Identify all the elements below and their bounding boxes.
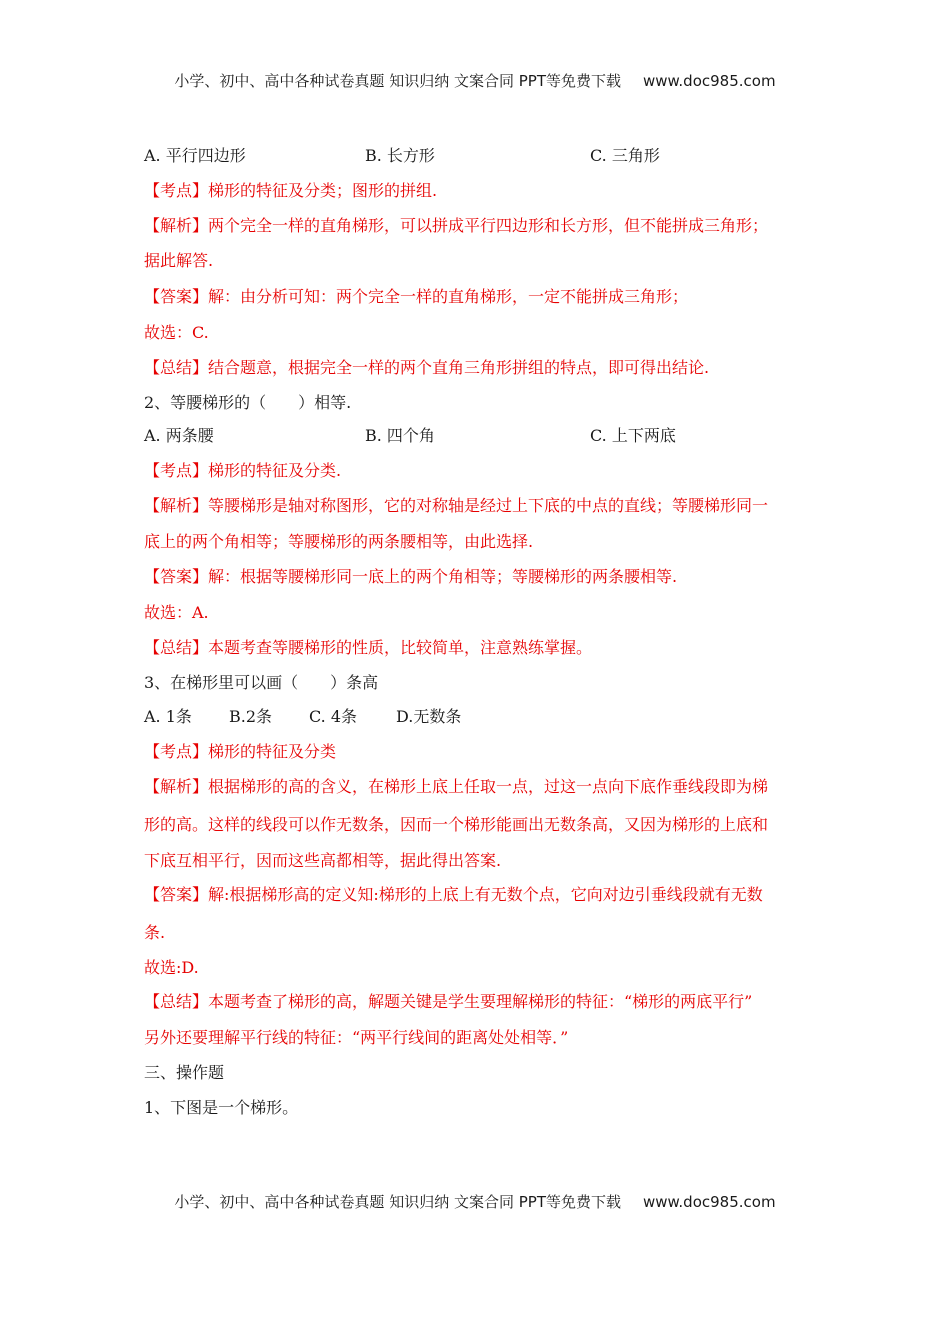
section3-q1: 1、下图是一个梯形。 xyxy=(144,1098,299,1117)
q1-summary: 【总结】结合题意，根据完全一样的两个直角三角形拼组的特点，即可得出结论. xyxy=(144,358,710,377)
q2-choice: 故选：A. xyxy=(144,603,209,622)
q1-option-b: B. 长方形 xyxy=(365,146,435,165)
q3-choice: 故选:D. xyxy=(144,958,199,977)
footer-text: 小学、初中、高中各种试卷真题 知识归纳 文案合同 PPT等免费下载 xyxy=(174,1193,621,1211)
q2-summary: 【总结】本题考查等腰梯形的性质，比较简单，注意熟练掌握。 xyxy=(144,638,593,657)
q3-jiexi-line1: 【解析】根据梯形的高的含义，在梯形上底上任取一点，过这一点向下底作垂线段即为梯 xyxy=(144,777,769,796)
q3-option-c: C. 4条 xyxy=(309,707,358,726)
page-header xyxy=(0,70,950,91)
q3-option-b: B.2条 xyxy=(229,707,273,726)
page-footer xyxy=(0,1191,950,1212)
q1-jiexi-line2: 据此解答. xyxy=(144,251,214,270)
q1-answer: 【答案】解：由分析可知：两个完全一样的直角梯形，一定不能拼成三角形； xyxy=(144,287,689,306)
q3-jiexi-line3: 下底互相平行，因而这些高都相等，据此得出答案. xyxy=(144,851,502,870)
q3-summary-line2: 另外还要理解平行线的特征：“两平行线间的距离处处相等．” xyxy=(144,1028,569,1047)
header-text: 小学、初中、高中各种试卷真题 知识归纳 文案合同 PPT等免费下载 xyxy=(174,72,621,90)
q1-option-a: A. 平行四边形 xyxy=(144,146,246,165)
q3-question: 3、在梯形里可以画（ ）条高 xyxy=(144,673,379,692)
q2-answer: 【答案】解：根据等腰梯形同一底上的两个角相等；等腰梯形的两条腰相等. xyxy=(144,567,678,586)
q2-kaodian: 【考点】梯形的特征及分类. xyxy=(144,461,342,480)
q3-jiexi-line2: 形的高。这样的线段可以作无数条，因而一个梯形能画出无数条高，又因为梯形的上底和 xyxy=(144,815,769,834)
q2-option-b: B. 四个角 xyxy=(365,426,435,445)
q3-option-d: D.无数条 xyxy=(396,707,462,726)
q2-jiexi-line2: 底上的两个角相等；等腰梯形的两条腰相等，由此选择. xyxy=(144,532,534,551)
q3-answer-line1: 【答案】解:根据梯形高的定义知:梯形的上底上有无数个点，它向对边引垂线段就有无数 xyxy=(144,885,763,904)
q3-summary-line1: 【总结】本题考查了梯形的高，解题关键是学生要理解梯形的特征：“梯形的两底平行” xyxy=(144,992,753,1011)
q2-option-c: C. 上下两底 xyxy=(590,426,676,445)
q2-question: 2、等腰梯形的（ ）相等. xyxy=(144,393,352,412)
q2-jiexi-line1: 【解析】等腰梯形是轴对称图形，它的对称轴是经过上下底的中点的直线；等腰梯形同一 xyxy=(144,496,769,515)
section3-title: 三、操作题 xyxy=(144,1063,225,1082)
q1-choice: 故选：C. xyxy=(144,323,209,342)
q3-answer-line2: 条. xyxy=(144,923,166,942)
header-site: www.doc985.com xyxy=(642,72,776,90)
q1-kaodian: 【考点】梯形的特征及分类；图形的拼组. xyxy=(144,181,438,200)
q3-kaodian: 【考点】梯形的特征及分类 xyxy=(144,742,337,761)
q2-option-a: A. 两条腰 xyxy=(144,426,214,445)
q3-option-a: A. 1条 xyxy=(144,707,192,726)
q1-jiexi-line1: 【解析】两个完全一样的直角梯形，可以拼成平行四边形和长方形，但不能拼成三角形； xyxy=(144,216,769,235)
footer-site: www.doc985.com xyxy=(642,1193,776,1211)
q1-option-c: C. 三角形 xyxy=(590,146,660,165)
